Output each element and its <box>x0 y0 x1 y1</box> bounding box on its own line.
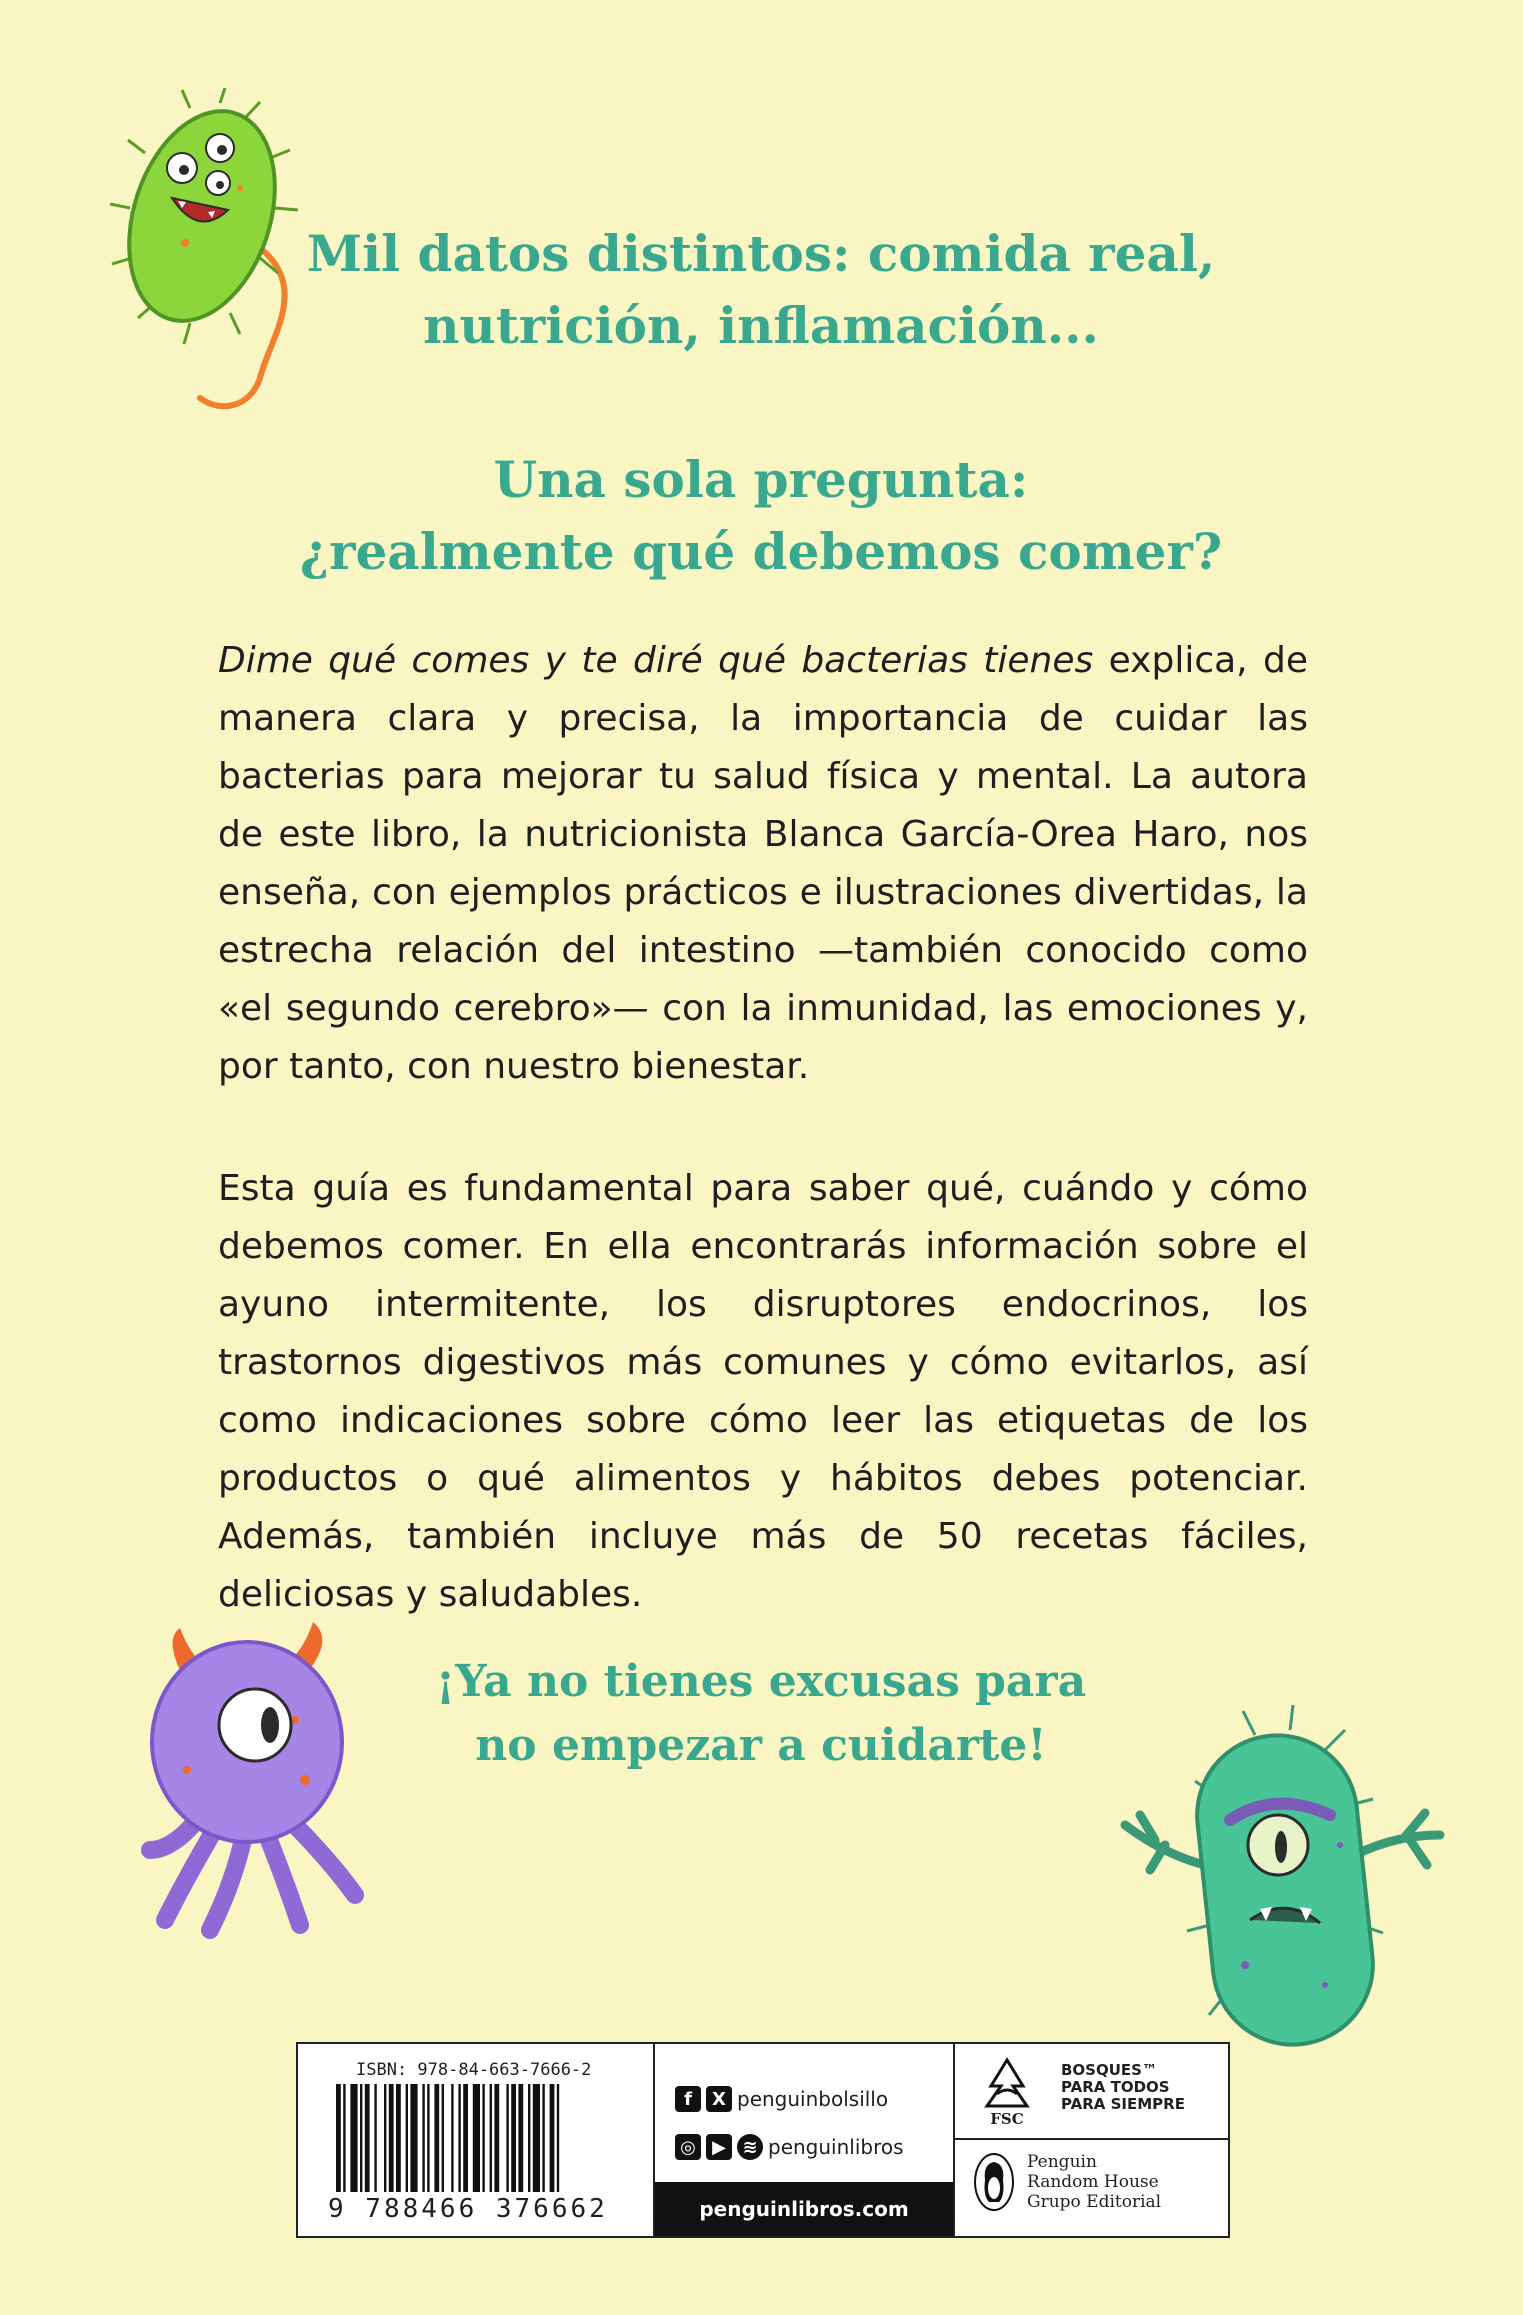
barcode-bar <box>518 2084 523 2192</box>
barcode-bar <box>490 2084 492 2192</box>
barcode-bar <box>384 2084 386 2192</box>
intro-line-1: Mil datos distintos: comida real, <box>306 224 1216 283</box>
barcode-bar <box>533 2084 540 2192</box>
penguin-icon <box>973 2152 1015 2212</box>
fsc-logo <box>955 2044 1228 2140</box>
fsc-tree-icon <box>971 2056 1043 2110</box>
spotify-icon: ≋ <box>737 2134 763 2160</box>
description-paragraph-2: Esta guía es fundamental para saber qué, cuándo y cómo debemos comer. En ella encontrarás información sobre el ayuno intermitente, los disruptores endocrinos, los trastornos digestivos más comunes y cómo evitarlos, así como indicaciones sobre cómo leer las etiquetas de los productos o qué alimentos y hábitos debes potenciar. Además, también incluye más de 50 recetas fáciles, deliciosas y saludables. <box>218 1168 1308 1615</box>
social-handle-2: penguinlibros <box>768 2135 904 2159</box>
barcode-bar <box>427 2084 429 2192</box>
ean-number: 9 788466 376662 <box>328 2194 608 2224</box>
purple-monster-illustration <box>135 1620 375 1950</box>
x-icon: X <box>706 2086 732 2112</box>
fsc-line-1: BOSQUES™ <box>1061 2061 1157 2079</box>
barcode-section <box>298 2044 655 2236</box>
paragraph-1-text: explica, de manera clara y precisa, la importancia de cuidar las bacterias para mejorar tu salud física y mental. La autora de este libro, la nutricionista Blanca García-Orea Haro, nos enseña, con ejemplos prácticos e ilustraciones divertidas, la estrecha relación del intestino —también conocido como «el segundo cerebro»— con la inmunidad, las emociones y, por tanto, con nuestro bienestar. <box>218 640 1308 1087</box>
intro-line-3: Una sola pregunta: <box>493 450 1029 509</box>
publisher-section <box>955 2044 1228 2236</box>
website-link[interactable]: penguinlibros.com <box>655 2182 953 2236</box>
barcode-bar <box>458 2084 460 2192</box>
barcode-bar <box>506 2084 508 2192</box>
fsc-line-3: PARA SIEMPRE <box>1061 2095 1185 2113</box>
fsc-label: FSC <box>990 2110 1024 2128</box>
publisher-line-2: Random House <box>1027 2172 1159 2192</box>
intro-line-2: nutrición, inflamación... <box>423 296 1099 355</box>
barcode-bar <box>422 2084 424 2192</box>
social-row-2 <box>675 2134 904 2160</box>
penguin-random-house-logo <box>973 2152 1161 2212</box>
barcode-bar <box>482 2084 484 2192</box>
publisher-line-3: Grupo Editorial <box>1027 2192 1162 2212</box>
social-section <box>655 2044 955 2236</box>
barcode-bar <box>396 2084 401 2192</box>
barcode-bar <box>360 2084 362 2192</box>
barcode-bar <box>410 2084 417 2192</box>
barcode-bar <box>442 2084 444 2192</box>
barcode-bar <box>473 2084 480 2192</box>
closing-line-1: ¡Ya no tienes excusas para <box>435 1656 1087 1707</box>
youtube-icon: ▶ <box>706 2134 732 2160</box>
barcode-bar <box>434 2084 439 2192</box>
barcode-bar <box>406 2084 408 2192</box>
barcode-bars <box>336 2084 636 2192</box>
barcode-bar <box>494 2084 499 2192</box>
intro-line-4: ¿realmente qué debemos comer? <box>299 522 1223 581</box>
barcode-bar <box>542 2084 544 2192</box>
social-handle-1: penguinbolsillo <box>737 2087 889 2111</box>
barcode-bar <box>451 2084 453 2192</box>
barcode-bar <box>557 2084 559 2192</box>
facebook-icon: f <box>675 2086 701 2112</box>
barcode-bar <box>511 2084 516 2192</box>
barcode-bar <box>463 2084 468 2192</box>
barcode-bar <box>365 2084 370 2192</box>
publisher-name <box>1027 2152 1161 2212</box>
fsc-text <box>1061 2062 1185 2113</box>
barcode-bar <box>336 2084 341 2192</box>
isbn-label: ISBN: 978-84-663-7666-2 <box>356 2060 592 2080</box>
closing-line-2: no empezar a cuidarte! <box>475 1720 1047 1771</box>
book-title-italic: Dime qué comes y te diré qué bacterias tienes <box>218 640 1094 681</box>
publisher-info-box <box>296 2042 1230 2238</box>
fsc-line-2: PARA TODOS <box>1061 2078 1170 2096</box>
barcode-bar <box>350 2084 357 2192</box>
teal-bacterium-illustration <box>1105 1695 1450 2065</box>
description-paragraph-1 <box>218 632 1308 1096</box>
instagram-icon: ◎ <box>675 2134 701 2160</box>
barcode-bar <box>389 2084 394 2192</box>
social-row-1 <box>675 2086 888 2112</box>
barcode-bar <box>550 2084 555 2192</box>
publisher-line-1: Penguin <box>1027 2152 1097 2172</box>
barcode-bar <box>343 2084 345 2192</box>
barcode-bar <box>528 2084 530 2192</box>
barcode-bar <box>374 2084 376 2192</box>
